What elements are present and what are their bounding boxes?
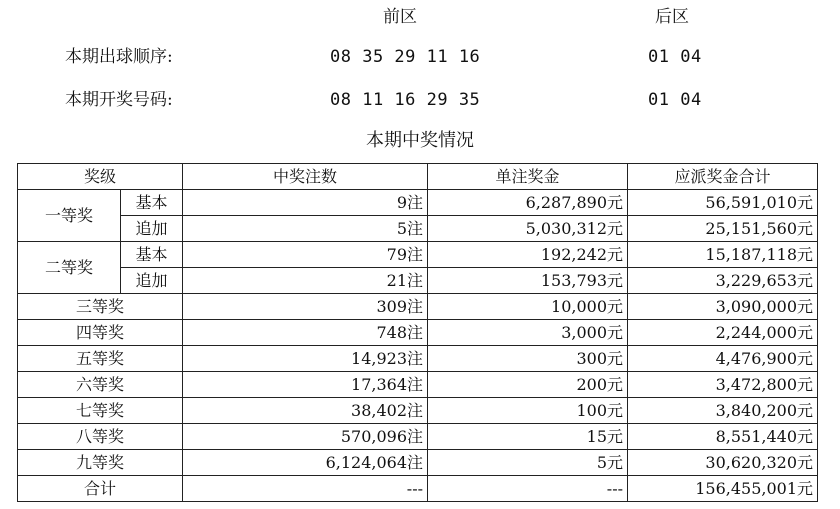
total-payout: 3,229,653元 (628, 268, 818, 294)
total-payout: 15,187,118元 (628, 242, 818, 268)
table-row (18, 190, 818, 216)
total-payout: 30,620,320元 (628, 450, 818, 476)
winner-count: 38,402注 (183, 398, 428, 424)
draw-order-back-numbers: 01 04 (648, 47, 702, 67)
winner-count: 6,124,064注 (183, 450, 428, 476)
prize-level: 七等奖 (18, 398, 183, 424)
per-ticket-prize: 5元 (428, 450, 628, 476)
prize-level: 四等奖 (18, 320, 183, 346)
table-row (18, 398, 818, 424)
winning-numbers-row (0, 88, 840, 112)
total-label: 合计 (18, 476, 183, 502)
table-row (18, 216, 818, 242)
winner-count: 309注 (183, 294, 428, 320)
total-payout: 2,244,000元 (628, 320, 818, 346)
table-row (18, 268, 818, 294)
back-zone-header: 后区 (655, 7, 689, 27)
per-ticket-prize: 5,030,312元 (428, 216, 628, 242)
winner-count: 17,364注 (183, 372, 428, 398)
table-row (18, 320, 818, 346)
per-ticket-prize: 15元 (428, 424, 628, 450)
column-header-count: 中奖注数 (183, 164, 428, 190)
prize-type: 追加 (121, 216, 183, 242)
column-header-total: 应派奖金合计 (628, 164, 818, 190)
prize-level: 一等奖 (18, 190, 121, 242)
per-ticket-prize: 200元 (428, 372, 628, 398)
per-ticket-prize: 192,242元 (428, 242, 628, 268)
prize-type: 基本 (121, 190, 183, 216)
table-header-row (18, 164, 818, 190)
prize-level: 二等奖 (18, 242, 121, 294)
table-row (18, 424, 818, 450)
total-count: --- (183, 476, 428, 502)
total-payout: 56,591,010元 (628, 190, 818, 216)
prize-level: 九等奖 (18, 450, 183, 476)
per-ticket-prize: 6,287,890元 (428, 190, 628, 216)
front-zone-header: 前区 (383, 7, 417, 27)
per-ticket-prize: 153,793元 (428, 268, 628, 294)
total-payout: 8,551,440元 (628, 424, 818, 450)
total-payout: 3,472,800元 (628, 372, 818, 398)
table-row (18, 294, 818, 320)
total-payout: 3,090,000元 (628, 294, 818, 320)
per-ticket-prize: 3,000元 (428, 320, 628, 346)
winner-count: 79注 (183, 242, 428, 268)
per-ticket-prize: 300元 (428, 346, 628, 372)
table-row (18, 372, 818, 398)
prize-level: 八等奖 (18, 424, 183, 450)
winner-count: 5注 (183, 216, 428, 242)
prize-type: 追加 (121, 268, 183, 294)
table-row (18, 242, 818, 268)
table-row (18, 346, 818, 372)
winning-back-numbers: 01 04 (648, 90, 702, 110)
prize-type: 基本 (121, 242, 183, 268)
winner-count: 14,923注 (183, 346, 428, 372)
prize-level: 三等奖 (18, 294, 183, 320)
column-header-level: 奖级 (18, 164, 183, 190)
draw-order-row (0, 45, 840, 69)
column-header-prize: 单注奖金 (428, 164, 628, 190)
winner-count: 21注 (183, 268, 428, 294)
prize-level: 五等奖 (18, 346, 183, 372)
grand-total: 156,455,001元 (628, 476, 818, 502)
winning-front-numbers: 08 11 16 29 35 (330, 90, 481, 110)
prize-level: 六等奖 (18, 372, 183, 398)
prize-table (17, 163, 818, 502)
winner-count: 748注 (183, 320, 428, 346)
per-ticket-prize: 100元 (428, 398, 628, 424)
draw-order-front-numbers: 08 35 29 11 16 (330, 47, 481, 67)
total-payout: 25,151,560元 (628, 216, 818, 242)
winner-count: 570,096注 (183, 424, 428, 450)
winning-numbers-label: 本期开奖号码: (65, 90, 173, 110)
draw-order-label: 本期出球顺序: (65, 47, 173, 67)
total-payout: 4,476,900元 (628, 346, 818, 372)
per-ticket-prize: 10,000元 (428, 294, 628, 320)
table-title: 本期中奖情况 (366, 130, 474, 151)
total-row (18, 476, 818, 502)
table-row (18, 450, 818, 476)
winner-count: 9注 (183, 190, 428, 216)
total-prize: --- (428, 476, 628, 502)
total-payout: 3,840,200元 (628, 398, 818, 424)
